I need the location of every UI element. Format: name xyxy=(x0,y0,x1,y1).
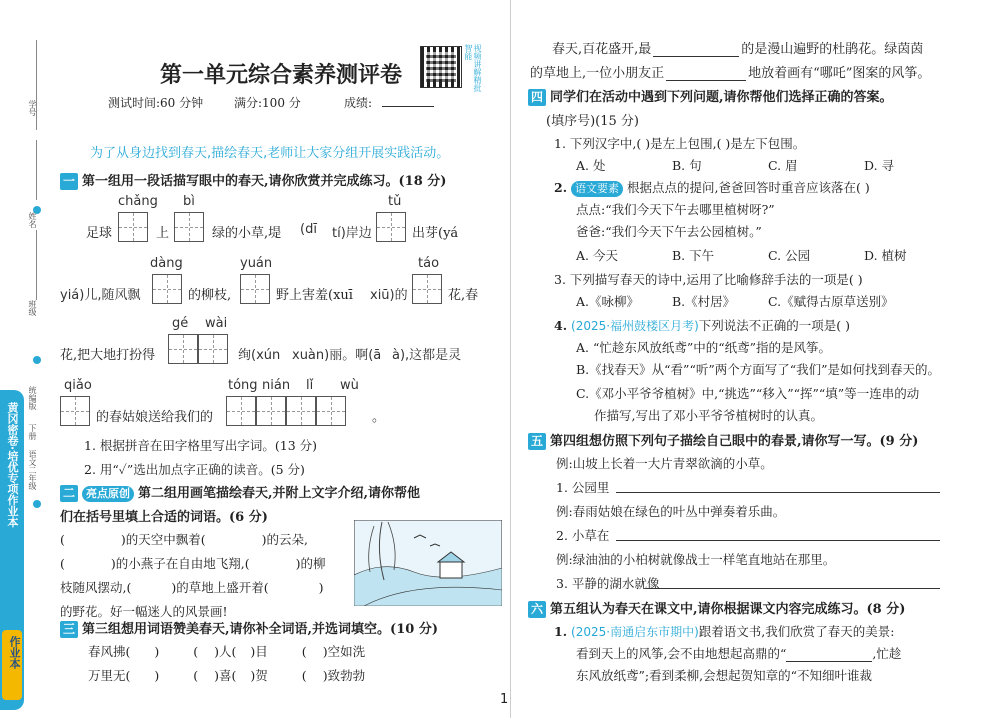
class-label: 班级 xyxy=(28,300,37,316)
binding-strip xyxy=(0,0,48,718)
student-number-label: 学号 xyxy=(28,100,37,116)
source-label: (2025·福州鼓楼区月考) xyxy=(571,319,699,333)
qr-caption: 视频讲解精批智能 xyxy=(464,44,482,92)
option[interactable]: A.《咏柳》 xyxy=(576,294,640,309)
question: 4. (2025·福州鼓楼区月考)下列说法不正确的一项是( ) xyxy=(554,318,850,333)
option[interactable]: C.《邓小平爷爷植树》中,“挑选”“移入”“挥”“填”等一连串的动 xyxy=(576,386,920,401)
section-number: 六 xyxy=(528,601,546,618)
question: 1. 下列汉字中,( )是左上包围,( )是左下包围。 xyxy=(554,136,806,151)
example: 例:山坡上长着一大片青翠欲滴的小草。 xyxy=(556,456,773,471)
idiom-row-1: 春风拂( ) ( )人( )目 ( )空如洗 xyxy=(88,644,366,659)
section-title: 第一组用一段话描写眼中的春天,请你欣赏并完成练习。(18 分) xyxy=(82,174,447,189)
section-number: 一 xyxy=(60,173,78,190)
passage-text: tí)岸边 xyxy=(332,226,372,241)
pinyin: wài xyxy=(205,316,228,331)
passage-text: 看到天上的风筝,会不由地想起高鼎的“ ,忙趁 xyxy=(576,646,902,661)
pinyin: nián xyxy=(262,378,291,393)
answer-grid[interactable] xyxy=(118,212,148,242)
answer-line[interactable] xyxy=(646,588,940,589)
option[interactable]: B.《村居》 xyxy=(672,294,736,309)
passage-text: 上 xyxy=(156,226,170,241)
answer-grid[interactable] xyxy=(240,274,270,304)
fill-line: ( )的小燕子在自由地飞翔,( )的柳 xyxy=(60,556,326,571)
option[interactable]: B. 句 xyxy=(672,158,702,173)
full-score: 满分:100 分 xyxy=(234,96,301,110)
option[interactable]: C.《赋得古原草送别》 xyxy=(768,294,894,309)
option[interactable]: D. 寻 xyxy=(864,158,895,173)
question: 3. 下列描写春天的诗中,运用了比喻修辞手法的一项是( ) xyxy=(554,272,863,287)
passage-text: yiá)儿,随风飘 xyxy=(60,288,141,303)
divider xyxy=(36,230,37,300)
answer-grid[interactable] xyxy=(168,334,228,364)
pinyin: dàng xyxy=(150,256,183,271)
option-continued: 作描写,写出了邓小平爷爷植树时的认真。 xyxy=(594,408,823,423)
pinyin: wù xyxy=(340,378,359,393)
section-6-heading xyxy=(528,598,905,618)
divider xyxy=(36,40,37,130)
option[interactable]: C. 眉 xyxy=(768,158,798,173)
brand-text: 黄冈密卷·培优专项作业本 xyxy=(6,402,19,528)
passage-text: 。 xyxy=(372,410,386,425)
pinyin: táo xyxy=(418,256,440,271)
passage-text: (dī xyxy=(300,222,317,237)
pinyin: gé xyxy=(172,316,189,331)
section-1-heading xyxy=(60,170,446,190)
binding-dot xyxy=(33,356,41,364)
spring-landscape-illustration xyxy=(354,520,502,606)
answer-grid[interactable] xyxy=(226,396,346,426)
answer-grid[interactable] xyxy=(152,274,182,304)
answer-grid[interactable] xyxy=(412,274,442,304)
passage-text: xuàn)丽。啊(ā xyxy=(292,348,382,363)
pinyin: qiǎo xyxy=(64,378,92,393)
question-1: 1. 根据拼音在田字格里写出字词。(13 分) xyxy=(84,438,318,453)
section-3-heading xyxy=(60,618,438,638)
original-tag: 亮点原创 xyxy=(82,486,134,502)
section-2-heading xyxy=(60,482,420,502)
page-title: 第一单元综合素养测评卷 xyxy=(160,62,403,88)
answer-line[interactable] xyxy=(616,492,940,493)
prompt: 3. 平静的湖水就像 xyxy=(556,576,660,591)
score-label: 成绩: xyxy=(344,96,373,110)
section-title: 第四组想仿照下列句子描绘自己眼中的春景,请你写一写。(9 分) xyxy=(550,434,919,449)
test-time: 测试时间:60 分钟 xyxy=(108,96,204,110)
pinyin: chǎng xyxy=(118,194,158,209)
pinyin: bì xyxy=(183,194,195,209)
score-field[interactable] xyxy=(382,106,434,107)
passage-text: 东风放纸鸢”;看到柔柳,会想起贺知章的“不知细叶谁裁 xyxy=(576,668,872,683)
section-number: 三 xyxy=(60,621,78,638)
dialog-line: 爸爸:“我们今天下午去公园植树。” xyxy=(576,224,762,239)
option[interactable]: B. 下午 xyxy=(672,248,715,263)
passage-text: 花,把大地打扮得 xyxy=(60,348,156,363)
section-title: 第三组想用词语赞美春天,请你补全词语,并选词填空。(10 分) xyxy=(82,622,438,637)
answer-grid[interactable] xyxy=(376,212,406,242)
passage-text: xiū)的 xyxy=(370,288,408,303)
fill-line: 的野花。好一幅迷人的风景画! xyxy=(60,604,228,619)
page-number: 1 xyxy=(500,692,509,707)
example: 例:绿油油的小柏树就像战士一样笔直地站在那里。 xyxy=(556,552,836,567)
section-2-heading-line2: 们在括号里填上合适的词语。(6 分) xyxy=(60,510,268,525)
fill-line: ( )的天空中飘着( )的云朵, xyxy=(60,532,309,547)
source-label: (2025·南通启东市期中) xyxy=(571,625,699,639)
section-5-heading xyxy=(528,430,918,450)
qr-code-icon xyxy=(420,46,462,88)
section-number: 二 xyxy=(60,485,78,502)
answer-grid[interactable] xyxy=(174,212,204,242)
grade-subject-label: 语文二年级 xyxy=(28,450,37,490)
passage-text: 春天,百花盛开,最 的是漫山遍野的杜鹃花。绿茵茵 xyxy=(552,42,924,57)
key-element-tag: 语文要素 xyxy=(571,181,623,197)
idiom-row-2: 万里无( ) ( )喜( )贺 ( )致勃勃 xyxy=(88,668,366,683)
pinyin: yuán xyxy=(240,256,273,271)
pinyin: lǐ xyxy=(306,378,314,393)
section-number: 五 xyxy=(528,433,546,450)
option[interactable]: C. 公园 xyxy=(768,248,811,263)
section-title: 第二组用画笔描绘春天,并附上文字介绍,请你帮他 xyxy=(138,486,421,501)
example: 例:春雨姑娘在绿色的叶丛中弹奏着乐曲。 xyxy=(556,504,786,519)
question: 1. (2025·南通启东市期中)跟着语文书,我们欣赏了春天的美景: xyxy=(554,624,895,639)
option[interactable]: A. 处 xyxy=(576,158,606,173)
divider xyxy=(36,140,37,200)
column-divider xyxy=(510,0,511,718)
section-title: 第五组认为春天在课文中,请你根据课文内容完成练习。(8 分) xyxy=(550,602,906,617)
answer-grid[interactable] xyxy=(60,396,90,426)
option[interactable]: A. 今天 xyxy=(576,248,618,263)
passage-text: 花,春 xyxy=(448,288,479,303)
passage-text: 出芽(yá xyxy=(412,226,459,241)
passage-text: 野上害羞(xuī xyxy=(276,288,353,303)
passage-text: 绚(xún xyxy=(238,348,281,363)
prompt: 2. 小草在 xyxy=(556,528,610,543)
prompt: 1. 公园里 xyxy=(556,480,610,495)
passage-text: à),这都是灵 xyxy=(392,348,462,363)
section-4-heading xyxy=(528,86,893,106)
section-number: 四 xyxy=(528,89,546,106)
fill-line: 枝随风摆动,( )的草地上盛开着( ) xyxy=(60,580,324,595)
pinyin: tóng xyxy=(228,378,258,393)
name-label: 姓名 xyxy=(28,212,37,228)
answer-line[interactable] xyxy=(616,540,940,541)
option[interactable]: A. “忙趁东风放纸鸢”中的“纸鸢”指的是风筝。 xyxy=(576,340,832,355)
question: 2. 语文要素 根据点点的提问,爸爸回答时重音应该落在( ) xyxy=(554,180,870,195)
question-2: 2. 用“✓”选出加点字正确的读音。(5 分) xyxy=(84,462,305,477)
passage-text: 的春姑娘送给我们的 xyxy=(96,410,214,425)
passage-text: 的草地上,一位小朋友正 地放着画有“哪吒”图案的风筝。 xyxy=(530,66,931,81)
passage-text: 的柳枝, xyxy=(188,288,232,303)
pinyin: tǔ xyxy=(388,194,402,209)
passage-text: 足球 xyxy=(86,226,113,241)
intro-text: 为了从身边找到春天,描绘春天,老师让大家分组开展实践活动。 xyxy=(90,146,450,161)
binding-dot xyxy=(33,500,41,508)
option[interactable]: B.《找春天》从“看”“听”两个方面写了“我们”是如何找到春天的。 xyxy=(576,362,941,377)
edition-label: 统编版 xyxy=(28,386,37,410)
option[interactable]: D. 植树 xyxy=(864,248,907,263)
section-4-subtitle: (填序号)(15 分) xyxy=(546,114,639,129)
dialog-line: 点点:“我们今天下午去哪里植树呀?” xyxy=(576,202,775,217)
section-title: 同学们在活动中遇到下列问题,请你帮他们选择正确的答案。 xyxy=(550,90,893,105)
brand-badge: 作业本 xyxy=(2,630,22,700)
volume-label: 下册 xyxy=(28,424,37,440)
passage-text: 绿的小草,堤 xyxy=(212,226,282,241)
brand-banner xyxy=(0,390,24,710)
